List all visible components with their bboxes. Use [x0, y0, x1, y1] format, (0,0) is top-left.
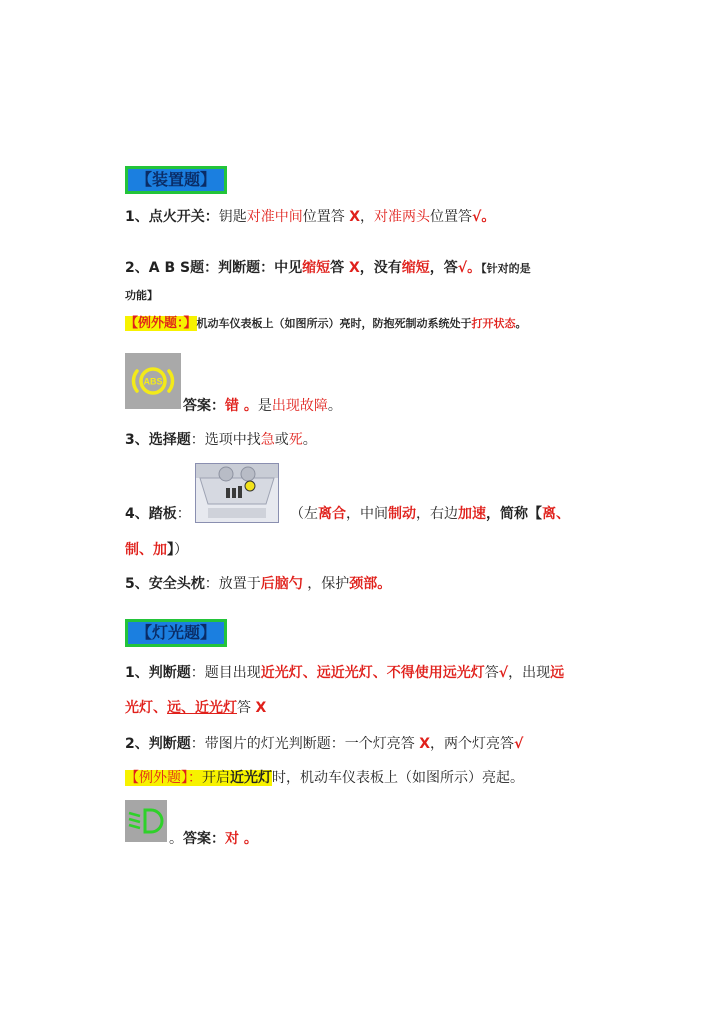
q3-end: 。 — [302, 432, 317, 448]
q2-t1: 答 — [330, 260, 349, 276]
q5-t2: ，保护 — [302, 576, 350, 592]
l1-t5: 答 — [237, 700, 256, 716]
ans1-red1: 错 。 — [225, 398, 258, 414]
l1-label: 判断题 — [148, 665, 191, 681]
ans1-t1: 是 — [257, 398, 272, 414]
q5-end: 。 — [377, 576, 392, 592]
q4-b2: 】 — [167, 542, 174, 558]
ex2-label: 【例外题】： — [125, 770, 202, 786]
ex2-line — [125, 768, 524, 788]
q4-b1: 简称【 — [500, 506, 542, 522]
q2-num: 2、 — [125, 260, 149, 276]
q4-r4: 离、 — [542, 506, 570, 522]
ans1-end: 。 — [327, 398, 342, 414]
q5-r1: 后脑勺 — [260, 576, 303, 592]
ex1-text: 机动车仪表板上（如图所示）亮时，防抱死制动系统处于 — [196, 317, 472, 330]
q4-r1: 离合 — [318, 506, 346, 522]
q4-t2: ，中间 — [346, 506, 388, 522]
l1-line — [125, 663, 564, 683]
q3-t2: 或 — [274, 432, 289, 448]
q4-r2: 制动 — [388, 506, 416, 522]
ans2-pre: 。 — [169, 831, 183, 847]
q1-line — [125, 207, 495, 227]
q1-r2: 对准两头 — [374, 209, 430, 225]
l1-check: √ — [498, 665, 509, 681]
q1-check: √。 — [472, 209, 496, 225]
q5-r2: 颈部 — [349, 576, 378, 592]
q1-colon: ： — [204, 209, 219, 225]
q4-rest — [290, 504, 570, 524]
q2-t2: ，没有 — [359, 260, 402, 276]
l1-t1: 题目出现 — [204, 665, 261, 681]
q4-t3: ，右边 — [416, 506, 458, 522]
q4-colon: ： — [176, 506, 191, 522]
q1-comma: ， — [360, 209, 374, 225]
q4-t4: ， — [486, 506, 500, 522]
q4-num: 4、 — [125, 506, 149, 522]
ex2-t1: 开启 — [202, 770, 230, 786]
q4-r3: 加速 — [458, 506, 486, 522]
q3-line — [125, 430, 317, 450]
q1-num: 1、 — [125, 209, 149, 225]
section-device-title: 【装置题】 — [125, 166, 227, 194]
q5-num: 5、 — [125, 576, 149, 592]
ans1-label: 答案： — [183, 398, 225, 414]
q1-t3: 位置答 — [430, 209, 472, 225]
q5-label: 安全头枕 — [148, 576, 205, 592]
ex2-t2: 时，机动车仪表板上（如图所示）亮起。 — [272, 770, 524, 786]
q1-r1: 对准中间 — [246, 209, 303, 225]
l2-line — [125, 734, 523, 754]
l1-r1: 近光灯、远近光灯、不得使用远光灯 — [260, 665, 485, 681]
q4-line2 — [125, 540, 188, 560]
q2-t4: 。 — [467, 260, 482, 276]
ans2-red: 对 。 — [225, 831, 258, 847]
l1-x: X — [255, 700, 267, 716]
l1-r4: 远、近光灯 — [167, 700, 237, 716]
low-beam-icon — [125, 800, 167, 842]
q2-label: A B S题：判断题：中见 — [148, 260, 303, 276]
q5-colon: ： — [204, 576, 219, 592]
l1-num: 1、 — [125, 665, 149, 681]
abs-warning-icon — [125, 353, 181, 409]
ex1-red: 打开状态 — [471, 317, 516, 330]
ex2-hl: 近光灯 — [230, 770, 272, 786]
q4-line — [125, 504, 191, 524]
l2-t2: ，两个灯亮答 — [430, 736, 514, 752]
section-light-title: 【灯光题】 — [125, 619, 227, 647]
l1-r3: 光灯 — [125, 700, 153, 716]
l1-t2: 答 — [484, 665, 499, 681]
q2-small2: 功能】 — [125, 289, 158, 302]
q1-label: 点火开关 — [148, 209, 205, 225]
q3-r1: 急 — [260, 432, 275, 448]
q3-num: 3、 — [125, 432, 149, 448]
l1-t4: 、 — [153, 700, 167, 716]
q4-end: ） — [174, 542, 188, 558]
q1-t1: 钥匙 — [218, 209, 247, 225]
ans2-line — [169, 829, 258, 849]
ex1-end: 。 — [515, 317, 527, 330]
q2-r2: 缩短 — [401, 260, 430, 276]
l1-line2 — [125, 698, 266, 718]
l1-colon: ： — [190, 665, 205, 681]
q2-small1: 【针对的是 — [481, 262, 531, 275]
l2-colon: ： — [190, 736, 205, 752]
l2-label: 判断题 — [148, 736, 191, 752]
q4-t1: （左 — [290, 506, 318, 522]
ans2-label: 答案： — [183, 831, 225, 847]
q3-label: 选择题 — [148, 432, 191, 448]
q4-r5: 制、加 — [125, 542, 167, 558]
q1-x: X — [349, 209, 360, 225]
pedal-image — [195, 463, 279, 523]
q2-x: X — [348, 260, 360, 276]
ex1-label: 【例外题：】 — [125, 316, 197, 331]
l2-check: √ — [514, 736, 524, 752]
q4-label: 踏板 — [148, 506, 177, 522]
l2-t1: 带图片的灯光判断题：一个灯亮答 — [204, 736, 420, 752]
q3-t1: 选项中找 — [204, 432, 261, 448]
l2-x: X — [419, 736, 430, 752]
q2-r1: 缩短 — [302, 260, 331, 276]
q3-colon: ： — [190, 432, 205, 448]
l1-t3: ，出现 — [508, 665, 551, 681]
ans1-red2: 出现故障 — [271, 398, 328, 414]
q2-check: √ — [457, 260, 468, 276]
q5-line — [125, 574, 391, 594]
ans1-line — [183, 396, 342, 416]
q5-t1: 放置于 — [218, 576, 261, 592]
q3-r2: 死 — [288, 432, 303, 448]
q2-t3: ，答 — [429, 260, 458, 276]
q2-line — [125, 258, 531, 279]
l1-r2: 远 — [550, 665, 565, 681]
q1-t2: 位置答 — [302, 209, 350, 225]
ex1-line — [125, 314, 527, 334]
abs-icon-text: ABS — [143, 376, 163, 387]
l2-num: 2、 — [125, 736, 149, 752]
